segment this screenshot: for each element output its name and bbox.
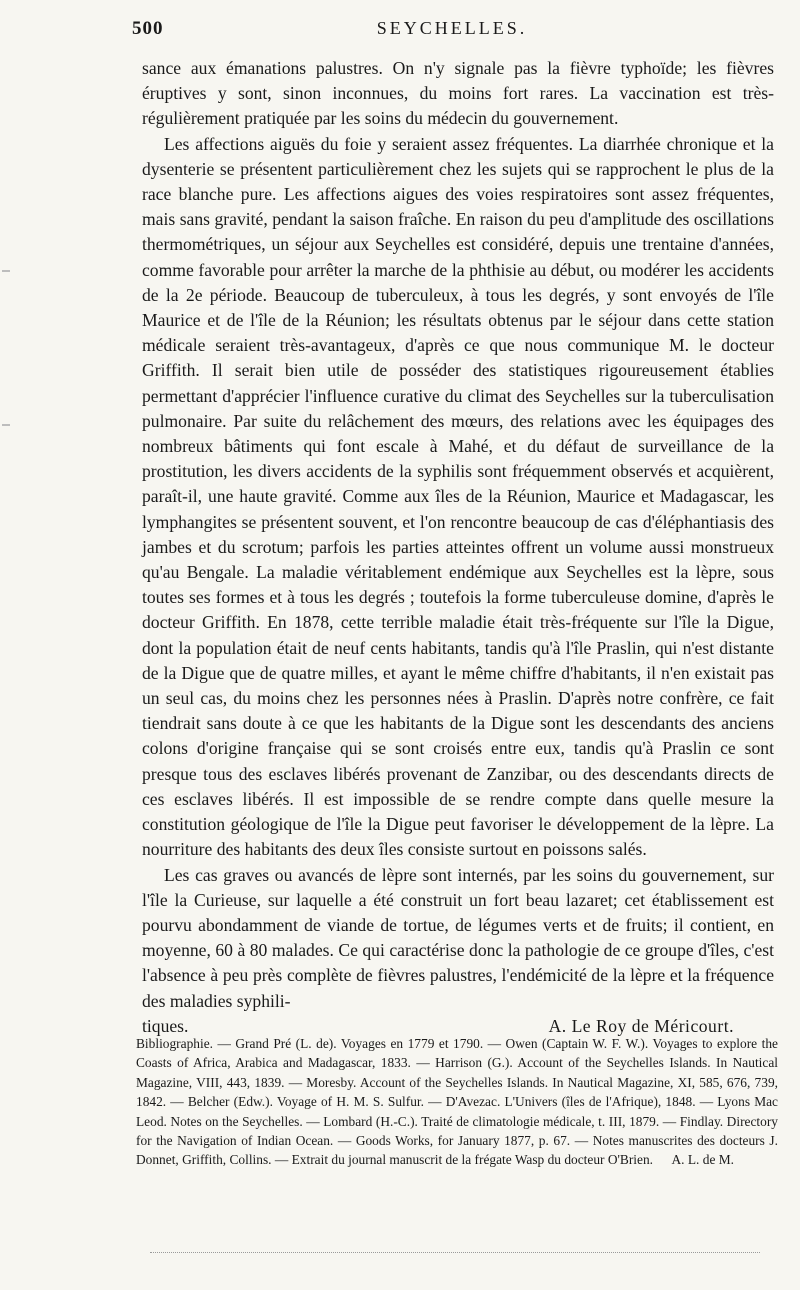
closing-word: tiques. <box>142 1015 189 1036</box>
author-signature: A. Le Roy de Méricourt. <box>548 1015 734 1036</box>
footer-divider <box>150 1252 760 1253</box>
page-number: 500 <box>132 18 164 39</box>
margin-mark <box>2 424 10 426</box>
article-body <box>142 56 774 1039</box>
paragraph-continuation: sance aux émanations palustres. On n'y signale pas la fièvre typhoïde; les fièvres éruptives y sont, sinon inconnues, du moins fort rares. La vaccination est très-régulièrement pratiquée par les soins du médecin du gouvernement. <box>142 58 774 129</box>
bibliography-initials: A. L. de M. <box>671 1152 734 1168</box>
paragraph-leprosy-lazaret: Les cas graves ou avancés de lèpre sont internés, par les soins du gouvernement, sur l'île la Curieuse, sur laquelle a été construit un fort beau lazaret; cet établissement est pourvu abondamment de viande de tortue, de légumes verts et de fruits; il contient, en moyenne, 60 à 80 malades. Ce qui caractérise donc la pathologie de ce groupe d'îles, c'est l'absence à peu près complète de fièvres palustres, l'endémicité de la lèpre et la fréquence des maladies syphili- <box>142 864 774 1011</box>
bibliography <box>136 1034 778 1170</box>
bibliography-text: Bibliographie. — Grand Pré (L. de). Voyages en 1779 et 1790. — Owen (Captain W. F. W.). Voyages to explore the Coasts of Africa, Arabica and Madagascar, 1833. — Harrison (G.). Account of the Seychelles Islands. In Nautical Magazine, VIII, 443, 1839. — Moresby. Account of the Seychelles Islands. In Nautical Magazine, XI, 585, 676, 739, 1842. — Belcher (Edw.). Voyage of H. M. S. Sulfur. — D'Avezac. L'Univers (îles de l'Afrique), 1848. — Lyons Mac Leod. Notes on the Seychelles. — Lombard (H.-C.). Traité de climatologie médicale, t. III, 1879. — Findlay. Directory for the Navigation of Indian Ocean. — Goods Works, for January 1877, p. 67. — Notes manuscrites des docteurs J. Donnet, Griffith, Collins. — Extrait du journal manuscrit de la frégate Wasp du docteur O'Brien. <box>136 1036 778 1168</box>
margin-mark <box>2 270 10 272</box>
paragraph-diseases: Les affections aiguës du foie y seraient assez fréquentes. La diarrhée chronique et la dysenterie se présentent particulièrement chez les sujets qui se rapprochent le plus de la race blanche pure. Les affections aigues des voies respiratoires sont assez fréquentes, mais sans gravité, pendant la saison fraîche. En raison du peu d'amplitude des oscillations thermométriques, un séjour aux Seychelles est considéré, depuis une trentaine d'années, comme favorable pour arrêter la marche de la phthisie au début, ou modérer les accidents de la 2e période. Beaucoup de tuberculeux, à tous les degrés, y sont envoyés de l'île Maurice et de l'île de la Réunion; les résultats obtenus par le séjour dans cette station médicale seraient très-avantageux, d'après ce que nous communique M. le docteur Griffith. Il serait bien utile de posséder des statistiques rigoureusement établies permettant d'apprécier l'influence curative du climat des Seychelles sur la tuberculisation pulmonaire. Par suite du relâchement des mœurs, des relations avec les équipages des nombreux bâtiments qui font escale à Mahé, et du défaut de surveillance de la prostitution, les divers accidents de la syphilis sont fréquemment observés et acquièrent, paraît-il, une haute gravité. Comme aux îles de la Réunion, Maurice et Madagascar, les lymphangites se présentent souvent, et l'on rencontre beaucoup de cas d'éléphantiasis des jambes et du scrotum; parfois les parties atteintes offrent un volume aussi monstrueux qu'au Bengale. La maladie véritablement endémique aux Seychelles est la lèpre, sous toutes ses formes et à tous les degrés ; toutefois la forme tuberculeuse domine, d'après le docteur Griffith. En 1878, cette terrible maladie était très-fréquente sur l'île la Digue, dont la population était de neuf cents habitants, tandis qu'à l'île Praslin, qui n'est distante de la Digue que de quatre milles, et ayant le même chiffre d'habitants, il n'en existait pas un seul cas, du moins chez les personnes nées à Praslin. D'après notre confrère, ce fait tiendrait sans doute à ce que les habitants de la Digue sont les descendants des anciens colons d'origine française qui se sont croisés entre eux, tandis qu'à Praslin ce sont presque tous des esclaves libérés provenant de Zanzibar, ou des descendants directs de ces esclaves libérés. Il est impossible de se rendre compte dans quelle mesure la constitution géologique de l'île la Digue peut favoriser le développement de la lèpre. La nourriture des habitants des deux îles consiste surtout en poissons salés. <box>142 133 774 860</box>
running-title: SEYCHELLES. <box>376 18 528 38</box>
page-header <box>132 18 772 54</box>
